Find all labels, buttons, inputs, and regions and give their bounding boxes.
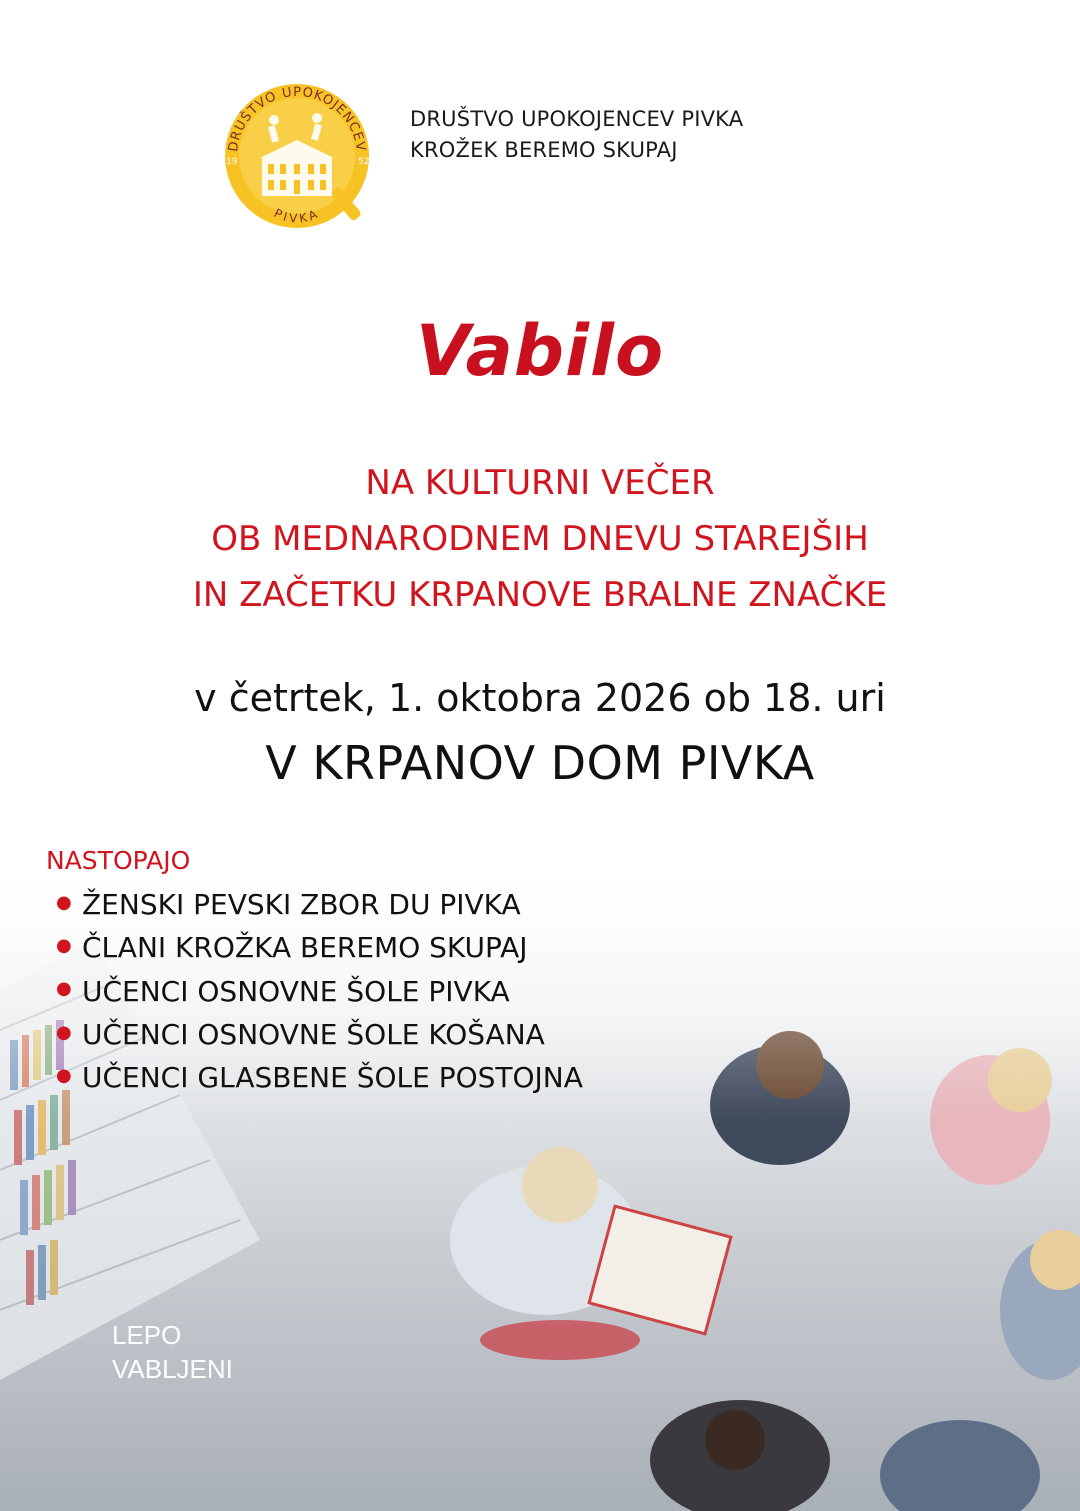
list-item: ● ŽENSKI PEVSKI ZBOR DU PIVKA — [56, 884, 583, 927]
bullet-icon: ● — [56, 935, 72, 956]
logo-year-right: 52 — [358, 157, 370, 167]
organization-name: DRUŠTVO UPOKOJENCEV PIVKA — [410, 107, 744, 131]
list-item: ● ČLANI KROŽKA BEREMO SKUPAJ — [56, 927, 583, 970]
organization-block — [410, 104, 743, 166]
event-line-2: OB MEDNARODNEM DNEVU STAREJŠIH — [211, 519, 869, 559]
event-line-3: IN ZAČETKU KRPANOVE BRALNE ZNAČKE — [192, 575, 888, 615]
invitation-title: Vabilo — [415, 310, 665, 392]
bullet-icon: ● — [56, 978, 72, 1000]
bullet-icon: ● — [56, 1064, 72, 1086]
logo-bottom-text: PIVKA — [271, 205, 323, 226]
closing-line-2: VABLJENI — [112, 1354, 233, 1384]
club-name: KROŽEK BEREMO SKUPAJ — [410, 138, 678, 162]
list-item: ● UČENCI OSNOVNE ŠOLE PIVKA — [56, 971, 583, 1014]
performers-list — [56, 884, 583, 1100]
bullet-icon: ● — [56, 891, 72, 913]
logo-ring-text: DRUŠTVO UPOKOJENCEV — [226, 84, 368, 153]
event-description — [0, 455, 1080, 623]
event-venue: V KRPANOV DOM PIVKA — [265, 736, 815, 790]
closing-text — [112, 1318, 233, 1386]
logo-year-left: 19 — [226, 157, 238, 167]
event-date: v četrtek, 1. oktobra 2026 ob 18. uri — [194, 676, 886, 720]
organization-logo — [212, 78, 382, 228]
performers-heading: NASTOPAJO — [46, 846, 191, 875]
closing-line-1: LEPO — [112, 1320, 182, 1350]
list-item: ● UČENCI OSNOVNE ŠOLE KOŠANA — [56, 1014, 583, 1057]
bullet-icon: ● — [56, 1021, 72, 1043]
list-item: ● UČENCI GLASBENE ŠOLE POSTOJNA — [56, 1057, 583, 1100]
event-line-1: NA KULTURNI VEČER — [365, 463, 715, 503]
